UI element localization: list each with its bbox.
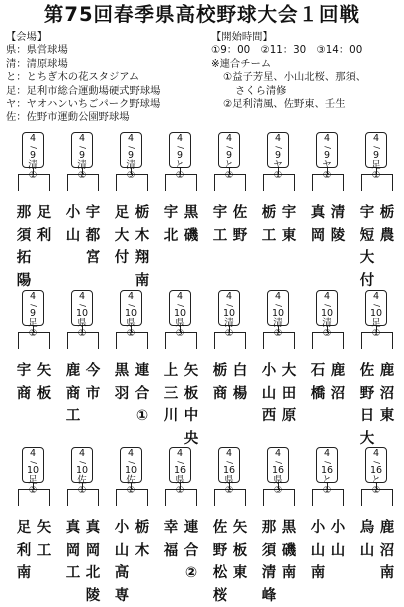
month: 4 xyxy=(274,133,282,144)
date-separator: / xyxy=(224,461,234,464)
time-code: ① xyxy=(371,328,381,339)
team-name: 栃 木 xyxy=(134,520,150,559)
venue-code: 県 xyxy=(175,318,185,329)
game-slot xyxy=(206,132,254,202)
team-name: 小 山 xyxy=(65,205,81,244)
team-name: 小 山 xyxy=(330,520,346,559)
venue-code: 足 xyxy=(28,318,38,329)
month: 4 xyxy=(372,133,380,144)
month: 4 xyxy=(176,133,184,144)
day: 9 xyxy=(78,150,86,161)
date-separator: / xyxy=(175,146,185,149)
team-name: 栃 木 翔 南 xyxy=(134,205,150,289)
venue-code: と xyxy=(371,475,381,486)
venue-code: 足 xyxy=(28,475,38,486)
time-code: ① xyxy=(175,170,185,181)
time-code: ② xyxy=(77,170,87,181)
team-name: 佐 野 松 桜 xyxy=(212,520,228,604)
game-slot xyxy=(157,132,205,202)
game-date-venue-tag xyxy=(365,132,387,181)
game-date-venue-tag xyxy=(218,447,240,496)
month: 4 xyxy=(29,291,37,302)
day: 16 xyxy=(173,465,187,476)
time-code: ② xyxy=(126,328,136,339)
game-slot xyxy=(255,290,303,360)
time-code: ① xyxy=(224,328,234,339)
date-separator: / xyxy=(77,146,87,149)
venue-code: と xyxy=(224,160,234,171)
date-separator: / xyxy=(273,461,283,464)
game-date-venue-tag xyxy=(169,447,191,496)
team-name: 今 市 xyxy=(85,363,101,402)
date-separator: / xyxy=(28,461,38,464)
venue-code: 足 xyxy=(371,318,381,329)
team-name: 佐 野 xyxy=(232,205,248,244)
game-slot xyxy=(353,132,401,202)
game-tags xyxy=(6,447,400,517)
month: 4 xyxy=(225,448,233,459)
day: 9 xyxy=(225,150,233,161)
day: 16 xyxy=(222,465,236,476)
game-tags xyxy=(6,132,400,202)
day: 9 xyxy=(274,150,282,161)
day: 10 xyxy=(124,465,138,476)
game-slot xyxy=(157,290,205,360)
day: 10 xyxy=(75,465,89,476)
game-date-venue-tag xyxy=(71,132,93,181)
day: 9 xyxy=(372,150,380,161)
game-slot xyxy=(10,132,58,202)
day: 10 xyxy=(271,308,285,319)
time-code: ① xyxy=(77,485,87,496)
date-separator: / xyxy=(371,461,381,464)
game-slot xyxy=(353,290,401,360)
page-title: 第75回春季県高校野球大会１回戦 xyxy=(43,3,361,26)
date-separator: / xyxy=(224,304,234,307)
time-code: ② xyxy=(322,170,332,181)
day: 10 xyxy=(124,308,138,319)
venue-code: 県 xyxy=(126,318,136,329)
time-code: ② xyxy=(224,485,234,496)
game-date-venue-tag xyxy=(120,290,142,339)
combined-team-header: ※連合チーム xyxy=(211,57,272,70)
day: 9 xyxy=(176,150,184,161)
time-code: ① xyxy=(273,170,283,181)
team-name: 黒 磯 xyxy=(183,205,199,244)
date-separator: / xyxy=(175,304,185,307)
game-slot xyxy=(353,447,401,517)
venue-code: 清 xyxy=(28,160,38,171)
team-name: 連 合 ① xyxy=(134,363,150,424)
team-name: 小 山 西 xyxy=(261,363,277,424)
combined-team-2: ②足利清風、佐野東、壬生 xyxy=(223,97,346,110)
game-slot xyxy=(59,447,107,517)
team-name: 那 須 清 峰 xyxy=(261,520,277,604)
month: 4 xyxy=(78,448,86,459)
time-code: ① xyxy=(371,170,381,181)
game-date-venue-tag xyxy=(22,290,44,339)
month: 4 xyxy=(29,133,37,144)
game-date-venue-tag xyxy=(120,132,142,181)
game-slot xyxy=(108,132,156,202)
game-date-venue-tag xyxy=(71,290,93,339)
month: 4 xyxy=(225,133,233,144)
team-name: 宇 東 xyxy=(281,205,297,244)
month: 4 xyxy=(225,291,233,302)
team-name: 石 橋 xyxy=(310,363,326,402)
team-name: 上 三 川 xyxy=(163,363,179,424)
team-name: 矢 板 xyxy=(36,363,52,402)
team-name: 鹿 沼 xyxy=(330,363,346,402)
day: 16 xyxy=(369,465,383,476)
venue-header: 【会場】 xyxy=(6,31,48,43)
venue-code: 清 xyxy=(224,318,234,329)
venue-code: 県 xyxy=(224,475,234,486)
team-name: 白 楊 xyxy=(232,363,248,402)
time-code: ① xyxy=(77,328,87,339)
game-tags xyxy=(6,290,400,360)
game-slot xyxy=(206,290,254,360)
start-time-legend xyxy=(211,31,401,111)
day: 9 xyxy=(127,150,135,161)
date-separator: / xyxy=(175,461,185,464)
game-date-venue-tag xyxy=(316,290,338,339)
month: 4 xyxy=(127,448,135,459)
date-separator: / xyxy=(273,146,283,149)
team-name: 宇 商 xyxy=(16,363,32,402)
day: 10 xyxy=(173,308,187,319)
month: 4 xyxy=(274,448,282,459)
time-slots: ①9：00 ②11：30 ③14：00 xyxy=(211,44,363,57)
month: 4 xyxy=(176,448,184,459)
team-name: 黒 磯 南 xyxy=(281,520,297,581)
game-date-venue-tag xyxy=(267,290,289,339)
venue-code: 県 xyxy=(77,318,87,329)
team-names xyxy=(6,517,400,607)
venue-code: 清 xyxy=(126,160,136,171)
day: 10 xyxy=(26,465,40,476)
game-slot xyxy=(59,132,107,202)
game-slot xyxy=(206,447,254,517)
team-name: 小 山 南 xyxy=(310,520,326,581)
month: 4 xyxy=(323,448,331,459)
venue-line: ヤ：ヤオハンいちごパーク野球場 xyxy=(6,97,161,110)
time-code: ① xyxy=(175,485,185,496)
team-name: 烏 山 xyxy=(359,520,375,559)
date-separator: / xyxy=(28,146,38,149)
team-name: 矢 板 東 xyxy=(232,520,248,581)
game-date-venue-tag xyxy=(169,132,191,181)
day: 16 xyxy=(271,465,285,476)
date-separator: / xyxy=(322,146,332,149)
team-name: 栃 工 xyxy=(261,205,277,244)
team-names xyxy=(6,202,400,292)
date-separator: / xyxy=(28,304,38,307)
venue-code: ヤ xyxy=(273,160,283,171)
game-date-venue-tag xyxy=(365,447,387,496)
time-code: ② xyxy=(28,485,38,496)
game-slot xyxy=(304,132,352,202)
team-name: 那 須 拓 陽 xyxy=(16,205,32,289)
venue-code: 県 xyxy=(175,475,185,486)
venue-line: 県：県営球場 xyxy=(6,44,68,57)
game-slot xyxy=(157,447,205,517)
month: 4 xyxy=(127,133,135,144)
month: 4 xyxy=(176,291,184,302)
venue-code: 清 xyxy=(322,318,332,329)
day: 9 xyxy=(29,308,37,319)
venue-code: 佐 xyxy=(126,475,136,486)
date-separator: / xyxy=(126,461,136,464)
team-name: 矢 板 中 央 xyxy=(183,363,199,447)
date-separator: / xyxy=(126,304,136,307)
game-slot xyxy=(108,447,156,517)
game-date-venue-tag xyxy=(71,447,93,496)
month: 4 xyxy=(78,291,86,302)
game-slot xyxy=(108,290,156,360)
team-name: 鹿 商 工 xyxy=(65,363,81,424)
time-code: ③ xyxy=(175,328,185,339)
venue-legend xyxy=(6,31,238,125)
game-date-venue-tag xyxy=(218,132,240,181)
time-code: ② xyxy=(224,170,234,181)
team-name: 宇 北 xyxy=(163,205,179,244)
game-slot xyxy=(10,447,58,517)
team-name: 栃 農 xyxy=(379,205,395,244)
month: 4 xyxy=(372,291,380,302)
team-name: 清 陵 xyxy=(330,205,346,244)
venue-line: と：とちぎ木の花スタジアム xyxy=(6,71,140,84)
venue-line: 清：清原球場 xyxy=(6,57,68,70)
team-name: 宇 都 宮 xyxy=(85,205,101,266)
date-separator: / xyxy=(371,304,381,307)
venue-line: 佐：佐野市運動公園野球場 xyxy=(6,111,130,124)
team-name: 宇 工 xyxy=(212,205,228,244)
time-code: ③ xyxy=(322,328,332,339)
team-name: 連 合 ② xyxy=(183,520,199,581)
team-name: 矢 工 xyxy=(36,520,52,559)
time-code: ② xyxy=(126,485,136,496)
game-slot xyxy=(255,447,303,517)
date-separator: / xyxy=(371,146,381,149)
team-name: 大 田 原 xyxy=(281,363,297,424)
venue-code: ヤ xyxy=(322,160,332,171)
game-date-venue-tag xyxy=(22,132,44,181)
team-name: 真 岡 北 陵 xyxy=(85,520,101,604)
team-name: 佐 野 日 大 xyxy=(359,363,375,447)
team-name: 足 大 付 xyxy=(114,205,130,266)
team-name: 小 山 高 専 xyxy=(114,520,130,604)
game-date-venue-tag xyxy=(267,132,289,181)
combined-team-1-cont: さくら清修 xyxy=(235,84,287,97)
team-name: 真 岡 xyxy=(310,205,326,244)
team-name: 鹿 沼 東 xyxy=(379,363,395,424)
game-date-venue-tag xyxy=(365,290,387,339)
venue-code: 佐 xyxy=(77,475,87,486)
day: 10 xyxy=(369,308,383,319)
month: 4 xyxy=(323,133,331,144)
team-name: 鹿 沼 南 xyxy=(379,520,395,581)
time-code: ② xyxy=(28,328,38,339)
game-slot xyxy=(304,290,352,360)
game-date-venue-tag xyxy=(316,132,338,181)
game-slot xyxy=(10,290,58,360)
month: 4 xyxy=(29,448,37,459)
day: 16 xyxy=(320,465,334,476)
game-date-venue-tag xyxy=(22,447,44,496)
time-code: ② xyxy=(273,328,283,339)
team-name: 足 利 xyxy=(36,205,52,244)
day: 10 xyxy=(222,308,236,319)
month: 4 xyxy=(78,133,86,144)
team-name: 幸 福 xyxy=(163,520,179,559)
team-names xyxy=(6,360,400,450)
team-name: 栃 商 xyxy=(212,363,228,402)
game-date-venue-tag xyxy=(267,447,289,496)
month: 4 xyxy=(323,291,331,302)
month: 4 xyxy=(372,448,380,459)
time-code: ③ xyxy=(273,485,283,496)
times-header: 【開始時間】 xyxy=(211,31,273,43)
day: 10 xyxy=(320,308,334,319)
time-code: ① xyxy=(28,170,38,181)
team-name: 足 利 南 xyxy=(16,520,32,581)
team-name: 宇 短 大 付 xyxy=(359,205,375,289)
date-separator: / xyxy=(273,304,283,307)
game-date-venue-tag xyxy=(218,290,240,339)
game-date-venue-tag xyxy=(169,290,191,339)
month: 4 xyxy=(274,291,282,302)
game-date-venue-tag xyxy=(120,447,142,496)
time-code: ③ xyxy=(126,170,136,181)
venue-code: 清 xyxy=(77,160,87,171)
combined-team-1: ①益子芳星、小山北桜、那須、 xyxy=(223,71,367,84)
venue-code: と xyxy=(175,160,185,171)
venue-code: と xyxy=(322,475,332,486)
team-name: 黒 羽 xyxy=(114,363,130,402)
time-code: ① xyxy=(322,485,332,496)
game-slot xyxy=(255,132,303,202)
time-code: ② xyxy=(371,485,381,496)
date-separator: / xyxy=(322,461,332,464)
date-separator: / xyxy=(77,304,87,307)
date-separator: / xyxy=(224,146,234,149)
month: 4 xyxy=(127,291,135,302)
team-name: 真 岡 工 xyxy=(65,520,81,581)
venue-code: 清 xyxy=(273,318,283,329)
game-date-venue-tag xyxy=(316,447,338,496)
day: 9 xyxy=(29,150,37,161)
game-slot xyxy=(59,290,107,360)
venue-line: 足：足利市総合運動場硬式野球場 xyxy=(6,84,161,97)
venue-code: 足 xyxy=(371,160,381,171)
venue-code: 県 xyxy=(273,475,283,486)
date-separator: / xyxy=(322,304,332,307)
date-separator: / xyxy=(126,146,136,149)
day: 9 xyxy=(323,150,331,161)
day: 10 xyxy=(75,308,89,319)
date-separator: / xyxy=(77,461,87,464)
game-slot xyxy=(304,447,352,517)
